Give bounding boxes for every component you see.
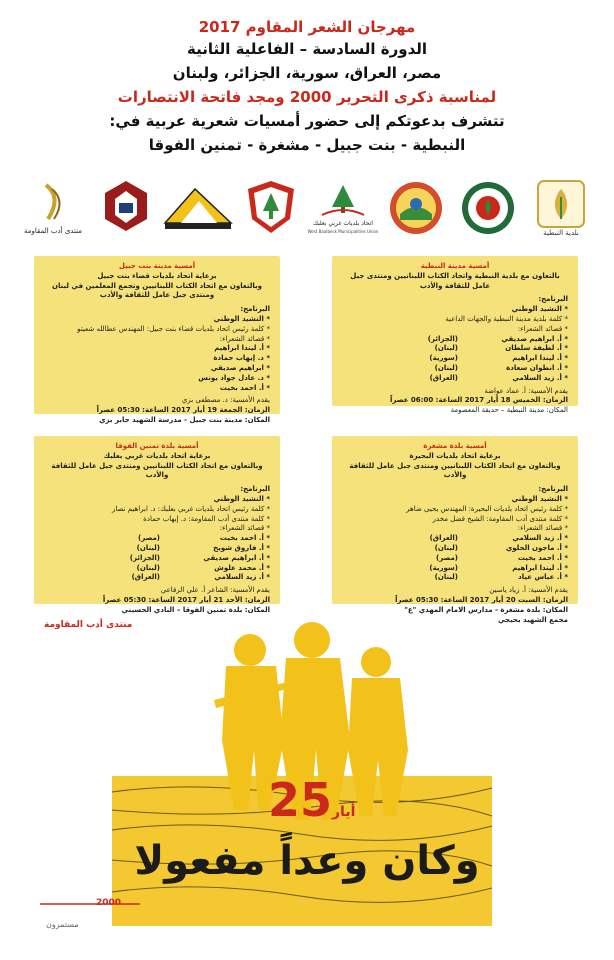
poet-country: (الجزائر) [427, 334, 458, 343]
program-label: البرنامج: [538, 295, 568, 304]
poet-row [342, 554, 568, 564]
place-line-2: مجمع الشهيد بحيجي [497, 615, 568, 624]
badge-suffix: أيار [332, 804, 356, 820]
countries-line: مصر، العراق، سورية، الجزائر، ولبنان [172, 64, 442, 82]
poet-country: (لبنان) [136, 543, 160, 552]
poet-name: * أ. ليندا ابراهيم [512, 354, 568, 363]
host-line: يقدم الأمسية: أ. زياد ياسين [489, 586, 568, 595]
poet-row [342, 344, 568, 354]
venues-line: النبطية - بنت جبيل - مشغرة - تمنين الفوقا [148, 136, 466, 154]
place-line: المكان: بلدة تمنين الفوقا – النادي الحسيني [121, 605, 270, 614]
poet-country: (العراق) [429, 534, 458, 543]
poet-row [342, 534, 568, 544]
box-title: أمسية مدينة النبطية [420, 262, 490, 270]
poet-name: * أ. ابراهيم صديقي [203, 553, 270, 562]
baalbek-logo-text-en: West Baalbeck Municipalities Union [307, 229, 379, 234]
poet-name: * أ. ابراهيم صديقي [501, 334, 568, 343]
program-item: * كلمة رئيس اتحاد بلديات غربي بعلبك: د. ابراهيم نصار [112, 504, 270, 513]
host-line: يقدم الأمسية: الشاعر أ. علي الرفاعي [160, 586, 270, 595]
poet-row [342, 544, 568, 554]
program-item: * كلمة رئيس اتحاد بلديات البحيرة: المهندس يحيى ضاهر [406, 504, 568, 513]
badge-number: 25 [267, 773, 333, 827]
poet-row [44, 564, 270, 574]
program-item: * النشيد الوطني [213, 494, 270, 503]
poet-name: * أ. ماجون الحلوي [505, 543, 568, 552]
program-item: * قصائد الشعراء: [219, 524, 270, 533]
soldiers-artwork [0, 620, 614, 960]
edition-line: الدورة السادسة – الفاعلية الثانية [186, 40, 428, 58]
poet-row [342, 564, 568, 574]
program-label: البرنامج: [538, 485, 568, 494]
poet-country: (مصر) [138, 534, 160, 543]
invitation-line: تتشرف بدعوتكم إلى حضور أمسيات شعرية عربية في: [109, 112, 505, 130]
program-item: * النشيد الوطني [213, 314, 270, 323]
poet-name: * أ. فاروق شويخ [213, 543, 270, 552]
poet-name: * أ. زيد السلامي [214, 573, 270, 582]
box-sponsor: وبالتعاون مع اتحاد الكتاب اللبنانيين ومنتدى جبل عامل للثقافة والأدب [349, 461, 561, 480]
poet-name: * أ. ليندا ابراهيم [214, 344, 270, 353]
poet-row [44, 364, 270, 374]
program-item: * قصائد الشعراء: [517, 524, 568, 533]
place-line: المكان: مدينة النبطية – حديقة المعصومة [450, 406, 568, 415]
program-item: * كلمة منتدى أدب المقاومة: د. إيهاب حمادة [143, 514, 270, 523]
time-line: الزمان: السبت 20 أيار 2017 الساعة: 05:30 عصراً [395, 595, 568, 604]
seal-logo-2 [387, 179, 445, 237]
baalbek-logo-text: اتحاد بلديات غربي بعلبك [313, 220, 374, 227]
poet-name: * أ. انطوان سعادة [506, 363, 568, 372]
bint-jbeil-evening-box [34, 256, 280, 424]
teachers-logo [97, 179, 155, 237]
poet-country: (الجزائر) [129, 553, 160, 562]
time-line: الزمان: الجمعة 19 أيار 2017 الساعة: 05:30 عصراً [96, 406, 270, 415]
poet-row [342, 335, 568, 345]
resistance-literature-forum-logo [24, 179, 82, 237]
machghara-evening-box [332, 436, 578, 624]
poet-name: * أ. زيد السلامي [512, 373, 568, 382]
poet-name: * أ. محمد علوش [214, 563, 270, 572]
poet-name: * أ. احمد بخيت [219, 383, 270, 392]
box-sponsor: بالتعاون مع بلدية النبطية واتحاد الكتاب اللبنانيين ومنتدى جبل عامل للثقافة والأدب [350, 271, 560, 290]
box-sponsor: وبالتعاون مع اتحاد الكتاب اللبنانيين ومنتدى جبل عامل للثقافة والأدب [51, 461, 263, 480]
forum-signature: منتدى أدب المقاومة [44, 620, 133, 630]
poet-country: (لبنان) [434, 344, 458, 353]
program-item: * النشيد الوطني [511, 494, 568, 503]
box-title: أمسية بلدة تمنين الفوقا [115, 442, 199, 450]
forum-logo-text: منتدى أدب المقاومة [24, 227, 82, 235]
occasion-line: لمناسبة ذكرى التحرير 2000 ومجد فاتحة الانتصارات [117, 88, 497, 106]
poet-row [342, 573, 568, 583]
poet-row [44, 534, 270, 544]
box-sponsor: برعاية اتحاد بلديات البحيرة [409, 451, 501, 460]
program-item: * النشيد الوطني [511, 305, 568, 314]
poet-name: * أ. احمد بخيت [517, 553, 568, 562]
host-line: يقدم الأمسية: أ. عماد عواضة [484, 386, 568, 395]
poet-country: (لبنان) [434, 573, 458, 582]
poet-name: * أ. زيد السلامي [512, 534, 568, 543]
box-sponsor: برعاية اتحاد بلديات غربي بعلبك [103, 451, 211, 460]
logos-row [24, 172, 590, 244]
poet-row [44, 573, 270, 583]
poet-country: (العراق) [429, 373, 458, 382]
slogan: وكان وعداً مفعولا [134, 838, 480, 884]
place-line: المكان: بلدة مشغرة - مدارس الامام المهدي "ع" [404, 605, 568, 614]
poet-country: (لبنان) [136, 563, 160, 572]
poet-name: * د. عادل جواد يونس [198, 373, 270, 382]
poet-row [44, 554, 270, 564]
poet-country: (لبنان) [434, 363, 458, 372]
poet-country: (العراق) [131, 573, 160, 582]
poet-name: * أ. ليندا ابراهيم [512, 563, 568, 572]
poet-name: * ابراهيم صديقي [210, 363, 270, 372]
poet-row [44, 344, 270, 354]
program-label: البرنامج: [240, 305, 270, 314]
nabatieh-evening-box [332, 256, 578, 415]
book-logo [169, 179, 227, 237]
host-line: يقدم الأمسية: د. مصطفى بزي [181, 396, 270, 405]
poet-country: (سورية) [429, 354, 458, 363]
poet-row [44, 374, 270, 384]
nabatieh-logo-text: بلدية النبطية [543, 229, 579, 237]
poet-country: (لبنان) [434, 543, 458, 552]
time-line: الزمان: الأحد 21 أيار 2017 الساعة: 05:30 عصراً [102, 595, 270, 604]
poet-row [342, 374, 568, 384]
poet-row [342, 364, 568, 374]
continuing-label: مستمرون [46, 920, 79, 929]
year-label: 2000 [96, 898, 122, 908]
program-item: * قصائد الشعراء: [219, 334, 270, 343]
program-item: * كلمة بلدية مدينة النبطية والجهات الداعية [445, 314, 568, 323]
program-item: * كلمة منتدى أدب المقاومة: الشيخ فضل مخدر [432, 514, 568, 523]
poet-country: (مصر) [436, 553, 458, 562]
place-line: المكان: مدينة بنت جبيل - مدرسة الشهيد جابر بزي [99, 415, 270, 424]
program-item: * كلمة رئيس اتحاد بلديات قضاء بنت جبيل: المهندس عطالله شعيتو [77, 324, 270, 333]
poet-row [44, 544, 270, 554]
program-item: * قصائد الشعراء: [517, 324, 568, 333]
seal-logo-1 [459, 179, 517, 237]
program-label: البرنامج: [240, 485, 270, 494]
cedar-shield-logo [242, 179, 300, 237]
poet-row [44, 384, 270, 394]
poet-row [342, 354, 568, 364]
box-title: أمسية بلدة مشغرة [423, 442, 487, 450]
poet-row [44, 354, 270, 364]
box-sponsor: برعاية اتحاد بلديات قضاء بنت جبيل [97, 271, 217, 280]
festival-title: مهرجان الشعر المقاوم 2017 [198, 18, 416, 36]
poet-name: * أ. لطيفة سلطان [505, 344, 568, 353]
time-line: الزمان: الخميس 18 أيار 2017 الساعة: 06:00 عصراً [390, 396, 568, 405]
box-sponsor: وبالتعاون مع اتحاد الكتاب اللبنانيين وتجمع المعلمين في لبنان ومنتدى جبل عامل للثقافة والأدب [52, 281, 262, 300]
temnin-evening-box [34, 436, 280, 614]
poet-name: * د. إيهاب حمادة [213, 354, 270, 363]
poet-name: * أ. احمد بخيت [219, 534, 270, 543]
baalbek-union-logo [307, 179, 379, 237]
poet-name: * أ. عباس عياد [518, 573, 568, 582]
nabatieh-municipality-logo [532, 179, 590, 237]
box-title: أمسية مدينة بنت جبيل [118, 262, 196, 270]
poet-country: (سورية) [429, 563, 458, 572]
